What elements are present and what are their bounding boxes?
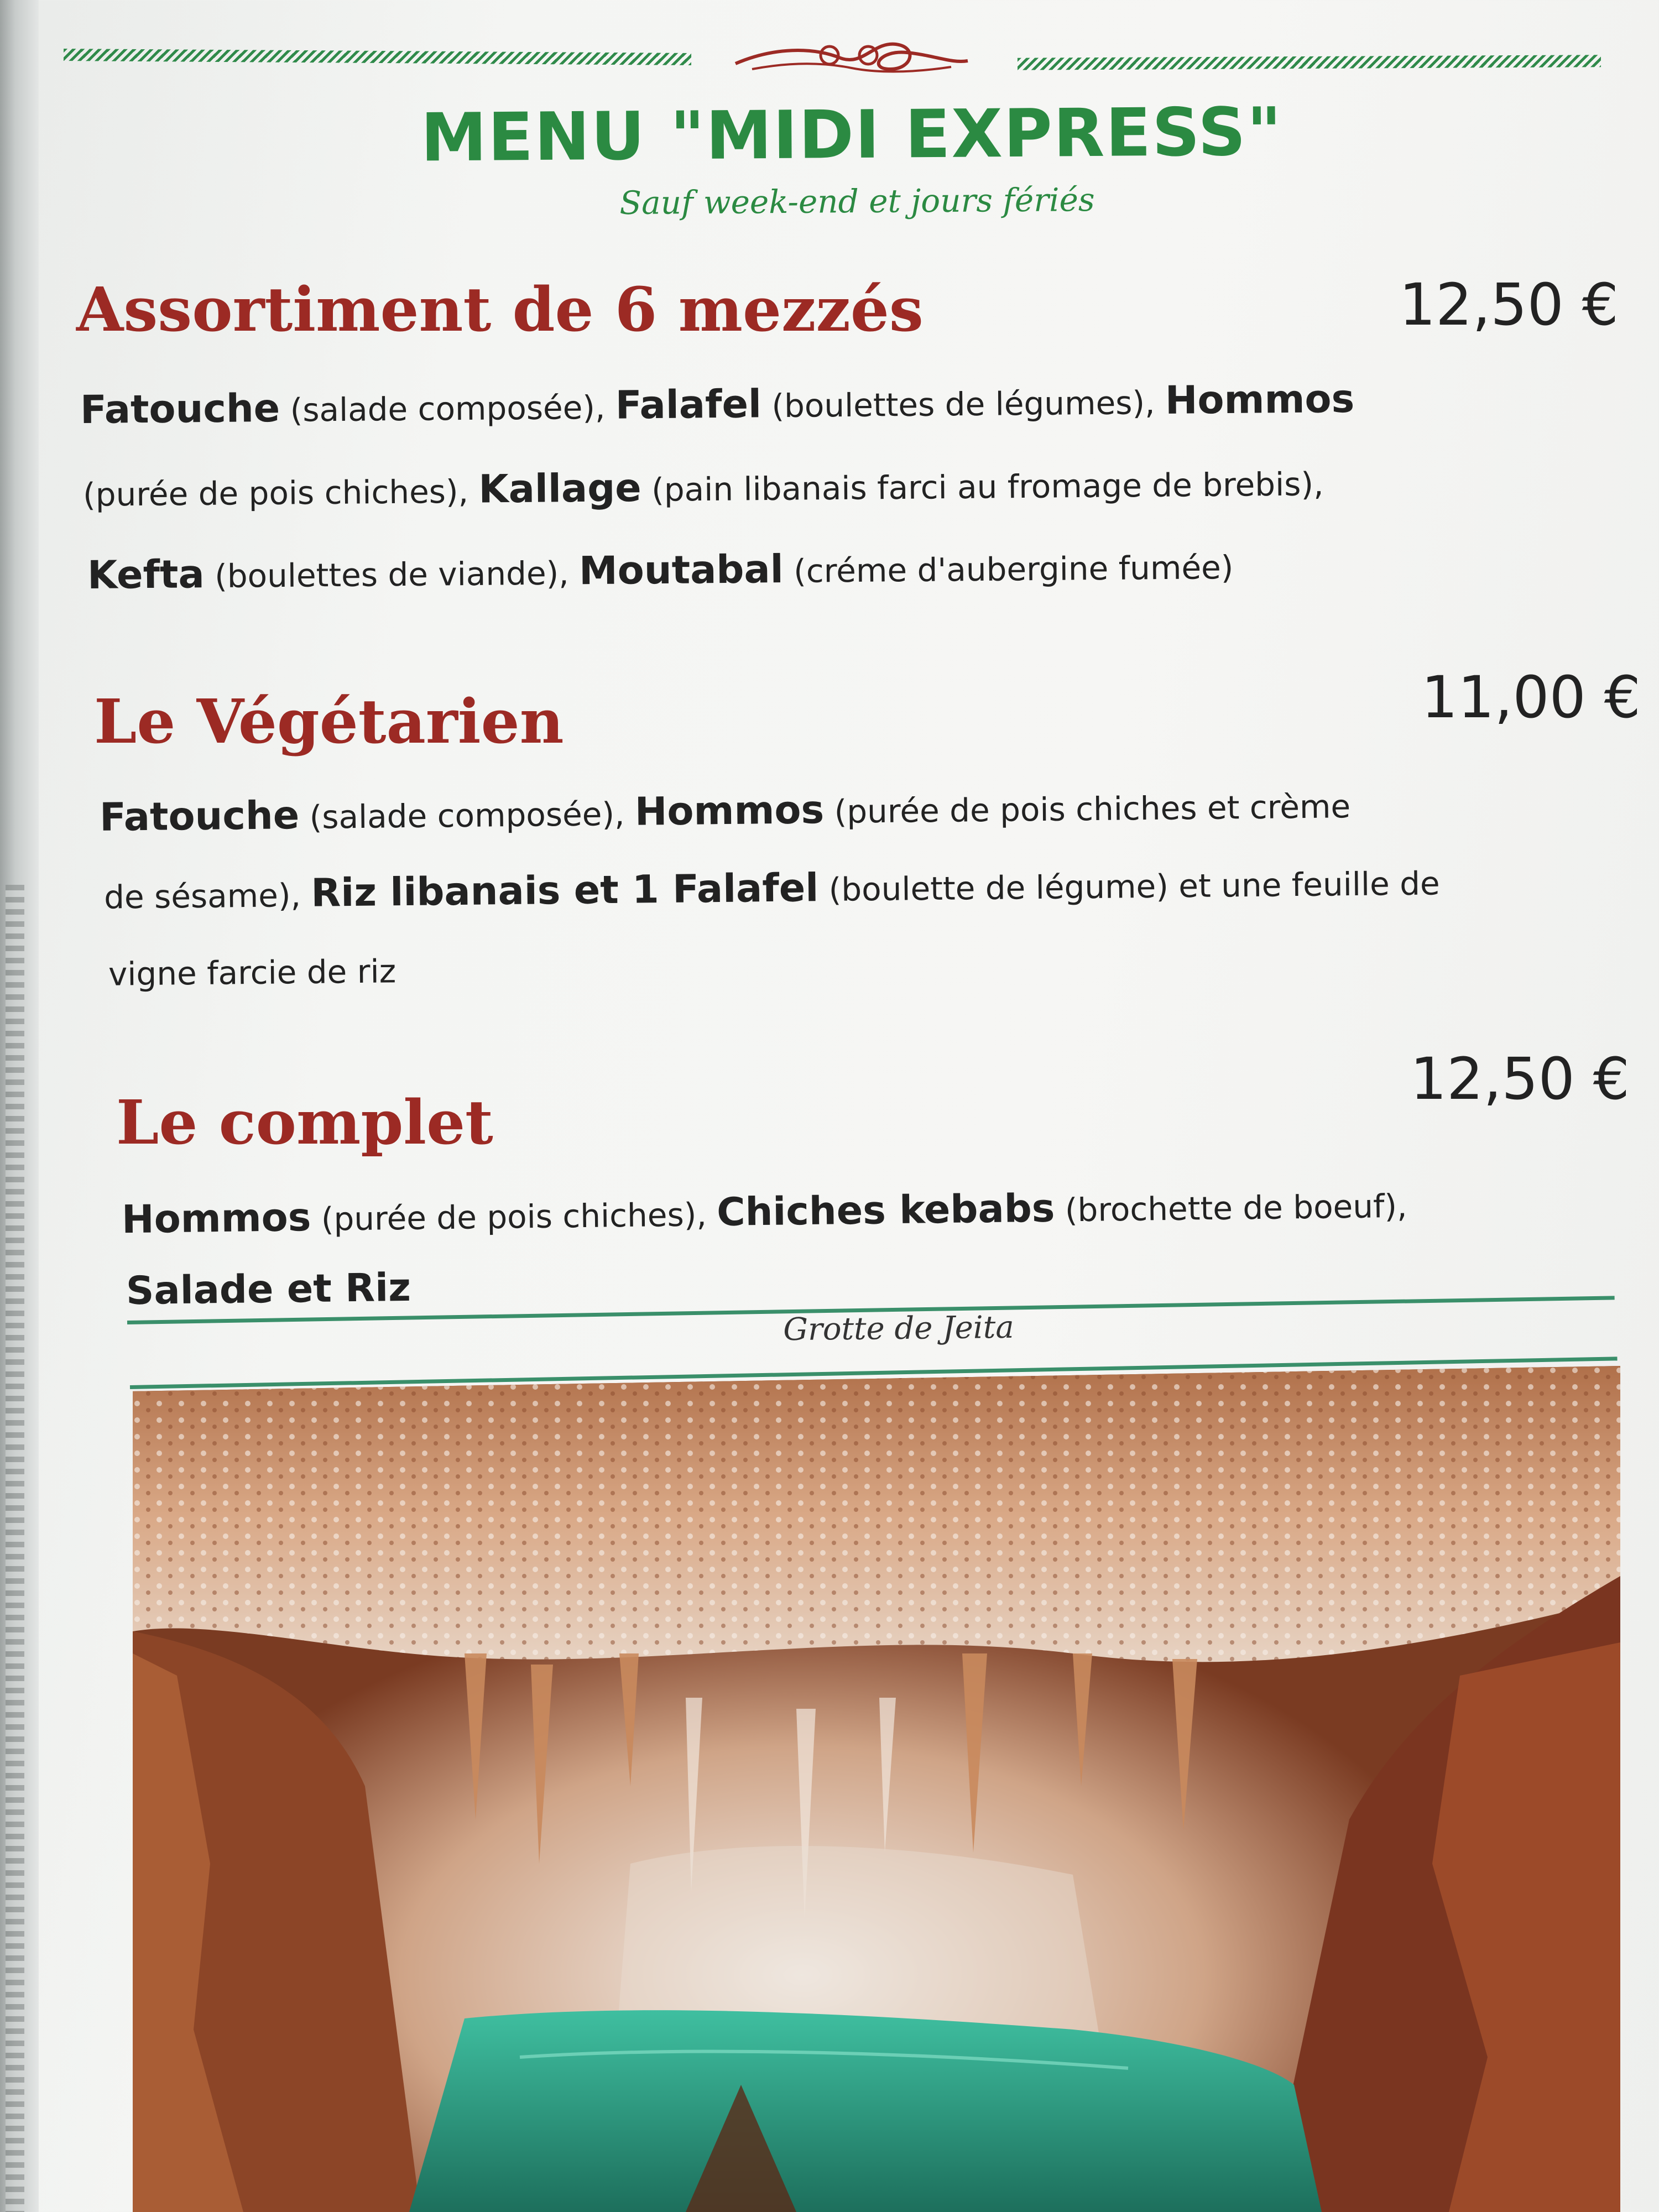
cave-illustration: [133, 1366, 1620, 2212]
dish-item-name: Falafel: [615, 381, 762, 428]
dish-item-name: Kefta: [87, 551, 205, 598]
dish-description-line: [87, 542, 1234, 598]
dish-item-detail: (boulettes de viande),: [204, 554, 580, 596]
dish-description-line: [104, 858, 1440, 917]
dish-title-vegetarien: Le Végétarien: [94, 686, 564, 757]
dish-item-detail: (purée de pois chiches),: [82, 472, 479, 514]
plastic-sleeve-edge: [0, 0, 39, 2212]
dish-item-name: Fatouche: [99, 792, 300, 840]
dish-item-detail: (purée de pois chiches et crème: [823, 787, 1351, 831]
dish-title-mezzes: Assortiment de 6 mezzés: [76, 274, 924, 345]
dish-description-line: [126, 1265, 411, 1313]
dish-item-name: Riz libanais et 1 Falafel: [310, 865, 819, 916]
dish-item-detail: (salade composée),: [299, 795, 635, 837]
dish-item-detail: (purée de pois chiches),: [311, 1196, 717, 1239]
dish-item-name: Salade et Riz: [126, 1264, 411, 1314]
dish-price-mezzes: 12,50 €: [1399, 271, 1619, 338]
dish-item-name: Moutabal: [578, 546, 784, 594]
flourish-ornament-icon: [730, 30, 973, 91]
dish-item-detail: (salade composée),: [279, 388, 616, 429]
dish-item-detail: de sésame),: [103, 876, 311, 916]
dish-description-line: [122, 1181, 1407, 1242]
dish-item-detail: vigne farcie de riz: [108, 952, 397, 993]
dish-item-detail: (brochette de boeuf),: [1055, 1187, 1407, 1229]
dish-description-line: [100, 781, 1351, 840]
dish-title-complet: Le complet: [116, 1087, 493, 1158]
cave-photo: [133, 1366, 1620, 2212]
dish-item-name: Hommos: [634, 787, 825, 834]
dish-item-name: Fatouche: [80, 385, 280, 433]
header-ornament-left: [64, 49, 691, 65]
dish-item-detail: (créme d'aubergine fumée): [783, 548, 1234, 591]
dish-item-name: Hommos: [1165, 375, 1355, 423]
photo-caption: Grotte de Jeita: [782, 1309, 1015, 1348]
dish-item-detail: (pain libanais farci au fromage de brebis),: [641, 465, 1324, 509]
dish-item-name: Kallage: [478, 465, 642, 512]
dish-item-name: Chiches kebabs: [716, 1185, 1055, 1235]
dish-price-vegetarien: 11,00 €: [1421, 664, 1641, 731]
dish-item-detail: (boulette de légume) et une feuille de: [818, 864, 1440, 909]
dish-description-line: [83, 459, 1324, 515]
dish-price-complet: 12,50 €: [1410, 1045, 1630, 1113]
dish-description-line: [80, 376, 1355, 432]
header-ornament-right: [1018, 55, 1601, 70]
dish-item-detail: (boulettes de légumes),: [761, 383, 1166, 425]
dish-description-line: [108, 952, 397, 993]
dish-item-name: Hommos: [121, 1194, 311, 1243]
menu-subtitle: Sauf week-end et jours fériés: [619, 181, 1095, 222]
sleeve-binding: [6, 885, 24, 2212]
menu-title: MENU "MIDI EXPRESS": [420, 93, 1283, 177]
